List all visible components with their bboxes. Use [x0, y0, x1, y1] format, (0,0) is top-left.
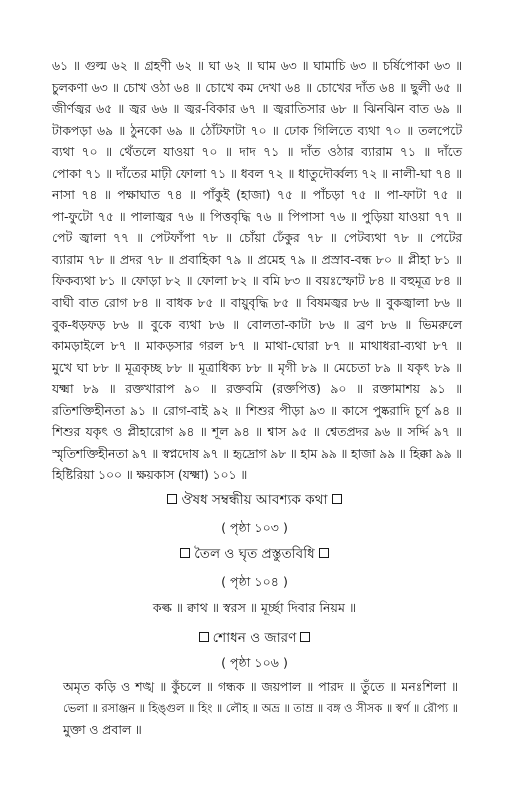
index-line: হিষ্টিরিয়া ১০০ ॥ ক্ষয়কাস (যক্ষ্মা) ১০১ ॥ [52, 467, 248, 483]
page-reference: ( পৃষ্ঠা ১০৪ ) [221, 574, 288, 589]
index-line: কামড়াইলে ৮৭ ॥ মাকড়সার গরল ৮৭ ॥ মাথা-ঘোরা ৮৭ ॥ মাথাধরা-ব্যথা ৮৭ ॥ [52, 338, 462, 354]
square-bullet-icon [199, 632, 209, 642]
index-line: ফিকব্যথা ৮১ ॥ ফোড়া ৮২ ॥ ফোলা ৮২ ॥ বমি ৮৩ ॥ বয়ঃস্ফোট ৮৪ ॥ বহুমূত্র ৮৪ ॥ [52, 273, 462, 289]
square-bullet-icon [319, 548, 329, 558]
square-bullet-icon [332, 494, 342, 504]
page-reference: ( পৃষ্ঠা ১০৬ ) [221, 655, 288, 670]
index-line: মুখে ঘা ৮৮ ॥ মূত্রকৃচ্ছ ৮৮ ॥ মূত্রাধিক্য ৮৮ ॥ মৃগী ৮৯ ॥ মেচেতা ৮৯ ॥ যকৃৎ ৮৯ ॥ [52, 359, 462, 375]
page-reference: ( পৃষ্ঠা ১০৩ ) [221, 520, 288, 535]
index-line: ৬১ ॥ গুল্ম ৬২ ॥ গ্রহণী ৬২ ॥ ঘা ৬২ ॥ ঘাম ৬৩ ॥ ঘামাচি ৬৩ ॥ চর্ষিপোকা ৬৩ ॥ [52, 58, 462, 73]
square-bullet-icon [167, 494, 177, 504]
section-title: তৈল ও ঘৃত প্রস্তুতবিধি [0, 543, 509, 566]
index-line: চুলকণা ৬৩ ॥ চোখ ওঠা ৬৪ ॥ চোখে কম দেখা ৬৪ ॥ চোখের দাঁত ৬৪ ॥ ছুলী ৬৫ ॥ [52, 79, 462, 95]
square-bullet-icon [300, 632, 310, 642]
section-items: কল্ক ॥ ক্বাথ ॥ স্বরস ॥ মূর্চ্ছা দিবার নিয়ম ॥ [152, 600, 357, 615]
index-line: শিশুর যকৃৎ ও প্লীহারোগ ৯৪ ॥ শূল ৯৪ ॥ শ্বাস ৯৫ ॥ শ্বেতপ্রদর ৯৬ ॥ সর্দ্দি ৯৭ ॥ [52, 424, 462, 440]
index-line: বাঘী বাত রোগ ৮৪ ॥ বাধক ৮৫ ॥ বায়ুবৃদ্ধি ৮৫ ॥ বিষমজ্বর ৮৬ ॥ বুকজ্বালা ৮৬ ॥ [52, 295, 462, 311]
purification-items [63, 676, 458, 741]
item-line: ভেলা ॥ রসাঞ্জন ॥ হিঙ্গুল ॥ হিং ॥ লৌহ ॥ অভ্র ॥ তাম্র ॥ বঙ্গ ও সীসক ॥ স্বর্ণ ॥ রৌপ্য ॥ [63, 700, 458, 715]
section-oil-heading [0, 543, 509, 566]
index-line: রতিশক্তিহীনতা ৯১ ॥ রোগ-বাই ৯২ ॥ শিশুর পীড়া ৯৩ ॥ কাসে পুষ্করাদি চূর্ণ ৯৪ ॥ [52, 402, 462, 418]
index-line: ব্যারাম ৭৮ ॥ প্রদর ৭৮ ॥ প্রবাহিকা ৭৯ ॥ প্রমেহ ৭৯ ॥ প্রস্রাব-বন্ধ ৮০ ॥ প্লীহা ৮১ ॥ [52, 251, 462, 267]
section-title: শোধন ও জারণ [0, 627, 509, 650]
section-purification-page [0, 652, 509, 675]
index-line: পা-ফুটো ৭৫ ॥ পালাজ্বর ৭৬ ॥ পিত্তবৃদ্ধি ৭৬ ॥ পিপাসা ৭৬ ॥ পুড়িয়া যাওয়া ৭৭ ॥ [52, 208, 462, 224]
section-purification-heading [0, 627, 509, 650]
index-line: স্মৃতিশক্তিহীনতা ৯৭ ॥ স্বপ্নদোষ ৯৭ ॥ হৃদ্রোগ ৯৮ ॥ হাম ৯৯ ॥ হাজা ৯৯ ॥ হিক্কা ৯৯ ॥ [52, 445, 462, 461]
index-line: জীর্ণজ্বর ৬৫ ॥ জ্বর ৬৬ ॥ জ্বর-বিকার ৬৭ ॥ জ্বরাতিসার ৬৮ ॥ ঝিনঝিন বাত ৬৯ ॥ [52, 101, 462, 117]
section-oil-items [0, 597, 509, 620]
index-line: ব্যথা ৭০ ॥ থেঁতলে যাওয়া ৭০ ॥ দাদ ৭১ ॥ দাঁত ওঠার ব্যারাম ৭১ ॥ দাঁতে [52, 144, 462, 160]
index-line: টাকপড়া ৬৯ ॥ ঠুনকো ৬৯ ॥ ঠোঁটফাটা ৭০ ॥ ঢোক গিলিতে ব্যথা ৭০ ॥ তলপেটে [52, 122, 462, 138]
index-line: পোকা ৭১ ॥ দাঁতের মাঢ়ী ফোলা ৭১ ॥ ধবল ৭২ ॥ ধাতুদৌর্ব্বল্য ৭২ ॥ নালী-ঘা ৭৪ ॥ [52, 165, 462, 181]
section-medicine-heading [0, 489, 509, 512]
disease-index [52, 55, 462, 486]
item-line: অমৃত কড়ি ও শঙ্খ ॥ কুঁচলে ॥ গন্ধক ॥ জয়পাল ॥ পারদ ॥ তুঁতে ॥ মনঃশিলা ॥ [63, 679, 458, 694]
section-title: ঔষধ সম্বন্ধীয় আবশ্যক কথা [0, 489, 509, 512]
index-line: যক্ষ্মা ৮৯ ॥ রক্তখারাপ ৯০ ॥ রক্তবমি (রক্তপিত্ত) ৯০ ॥ রক্তামাশয় ৯১ ॥ [52, 381, 462, 397]
index-line: নাসা ৭৪ ॥ পক্ষাঘাত ৭৪ ॥ পাঁকুই (হাজা) ৭৫ ॥ পাঁচড়া ৭৫ ॥ পা-ফাটা ৭৫ ॥ [52, 187, 462, 203]
square-bullet-icon [180, 548, 190, 558]
index-line: পেট জ্বালা ৭৭ ॥ পেটফাঁপা ৭৮ ॥ চোঁয়া ঢেঁকুর ৭৮ ॥ পেটব্যথা ৭৮ ॥ পেটের [52, 230, 462, 246]
item-line: মুক্তা ও প্রবাল ॥ [63, 722, 142, 737]
section-oil-page [0, 571, 509, 594]
section-medicine-page [0, 517, 509, 540]
index-line: বুক-ধড়ফড় ৮৬ ॥ বুকে ব্যথা ৮৬ ॥ বোলতা-কাটা ৮৬ ॥ ব্রণ ৮৬ ॥ ভিমরুলে [52, 316, 462, 332]
